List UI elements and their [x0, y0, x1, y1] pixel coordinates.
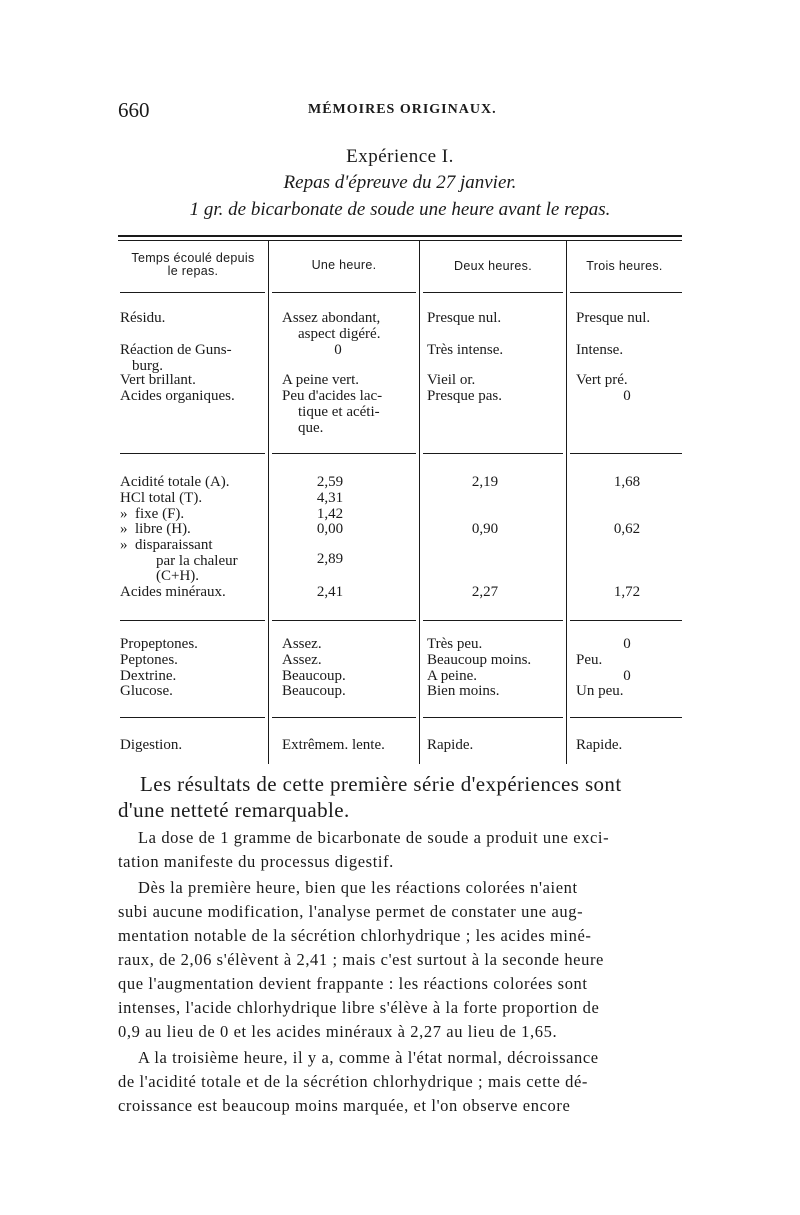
table-cell: Très intense.	[427, 342, 504, 358]
row-label: Propeptones.	[120, 636, 198, 652]
table-cell: 0	[623, 668, 631, 684]
table-cell: Rapide.	[576, 737, 623, 753]
page-number: 660	[118, 98, 150, 122]
row-label: » libre (H).	[120, 521, 191, 537]
table-cell: Assez.	[282, 652, 322, 668]
column-divider	[419, 241, 420, 764]
paragraph-line: raux, de 2,06 s'élèvent à 2,41 ; mais c'est surtout à la seconde heure	[118, 950, 604, 969]
table-cell: 0	[623, 636, 631, 652]
row-label: Dextrine.	[120, 668, 177, 684]
row-label: » fixe (F).	[120, 506, 185, 522]
row-label: Vert brillant.	[120, 372, 196, 388]
table-cell: Bien moins.	[427, 683, 500, 699]
table-cell: A peine vert.	[282, 372, 360, 388]
table-cell: Assez abondant,	[282, 310, 381, 326]
paragraph-line: tation manifeste du processus digestif.	[118, 852, 394, 871]
header-rule	[423, 292, 563, 293]
running-title: MÉMOIRES ORIGINAUX.	[308, 102, 497, 117]
group-rule	[570, 717, 682, 718]
table-cell: Extrêmem. lente.	[282, 737, 385, 753]
paragraph-line: de l'acidité totale et de la sécrétion chlorhydrique ; mais cette dé-	[118, 1072, 588, 1091]
row-label: Peptones.	[120, 652, 178, 668]
header-elapsed-time: Temps écoulé depuis le repas.	[131, 251, 255, 278]
paragraph-line: subi aucune modification, l'analyse permet de constater une aug-	[118, 902, 584, 921]
row-label: Glucose.	[120, 683, 173, 699]
table-cell: 2,59	[316, 474, 344, 490]
table-top-rule	[118, 235, 682, 237]
paragraph-line: Dès la première heure, bien que les réactions colorées n'aient	[138, 878, 578, 897]
table-cell: Beaucoup.	[282, 668, 346, 684]
table-cell: Peu.	[576, 652, 603, 668]
group-rule	[120, 453, 265, 454]
table-cell: Rapide.	[427, 737, 474, 753]
table-cell: 4,31	[316, 490, 344, 506]
group-rule	[272, 717, 416, 718]
table-cell: Peu d'acides lac-	[282, 388, 383, 404]
table-cell: Beaucoup moins.	[427, 652, 532, 668]
table-cell: 2,41	[316, 584, 344, 600]
table-cell: Presque pas.	[427, 388, 502, 404]
table-cell: Très peu.	[427, 636, 483, 652]
table-cell: Un peu.	[576, 683, 624, 699]
paragraph-line: 0,9 au lieu de 0 et les acides minéraux à 2,27 au lieu de 1,65.	[118, 1022, 558, 1041]
header-one-hour: Une heure.	[311, 258, 377, 272]
table-cell: 2,89	[316, 551, 344, 567]
table-cell: 0,00	[316, 521, 344, 537]
header-two-hours: Deux heures.	[454, 259, 532, 273]
table-cell: tique et acéti-	[298, 404, 380, 420]
group-rule	[423, 620, 563, 621]
row-label: HCl total (T).	[120, 490, 203, 506]
paragraph-line: intenses, l'acide chlorhydrique libre s'élève à la forte proportion de	[118, 998, 600, 1017]
experiment-title: Expérience I.	[346, 146, 454, 167]
header-rule	[272, 292, 416, 293]
table-cell: que.	[298, 420, 324, 436]
column-divider	[268, 241, 269, 764]
row-label: par la chaleur	[156, 553, 238, 569]
column-divider	[566, 241, 567, 764]
experiment-condition: 1 gr. de bicarbonate de soude une heure avant le repas.	[189, 199, 611, 220]
row-label: Résidu.	[120, 310, 166, 326]
paragraph-line: Les résultats de cette première série d'expériences sont	[140, 772, 622, 796]
table-cell: 0,90	[471, 521, 499, 537]
group-rule	[272, 453, 416, 454]
table-cell: 1,42	[316, 506, 344, 522]
row-label: Digestion.	[120, 737, 183, 753]
table-cell: Beaucoup.	[282, 683, 346, 699]
paragraph-line: A la troisième heure, il y a, comme à l'état normal, décroissance	[138, 1048, 599, 1067]
table-cell: Vieil or.	[427, 372, 476, 388]
row-label: Acides minéraux.	[120, 584, 226, 600]
group-rule	[423, 453, 563, 454]
group-rule	[570, 453, 682, 454]
table-cell: 2,27	[471, 584, 499, 600]
header-three-hours: Trois heures.	[586, 259, 663, 273]
table-top-rule-2	[118, 240, 682, 241]
row-label: Acidité totale (A).	[120, 474, 230, 490]
group-rule	[120, 717, 265, 718]
row-label: burg.	[132, 358, 163, 374]
paragraph-line: mentation notable de la sécrétion chlorhydrique ; les acides miné-	[118, 926, 592, 945]
table-cell: Presque nul.	[576, 310, 651, 326]
table-cell: Intense.	[576, 342, 624, 358]
paragraph-line: que l'augmentation devient frappante : les réactions colorées sont	[118, 974, 588, 993]
table-cell: 1,72	[613, 584, 641, 600]
table-cell: 0,62	[613, 521, 641, 537]
header-rule	[120, 292, 265, 293]
row-label: » disparaissant	[120, 537, 213, 553]
group-rule	[272, 620, 416, 621]
paragraph-line: croissance est beaucoup moins marquée, et l'on observe encore	[118, 1096, 571, 1115]
row-label: Acides organiques.	[120, 388, 235, 404]
table-cell: aspect digéré.	[298, 326, 381, 342]
header-rule	[570, 292, 682, 293]
experiment-subtitle: Repas d'épreuve du 27 janvier.	[283, 172, 517, 193]
table-cell: 0	[623, 388, 631, 404]
paragraph-line: d'une netteté remarquable.	[118, 798, 350, 822]
row-label: (C+H).	[156, 568, 200, 584]
group-rule	[423, 717, 563, 718]
table-cell: Vert pré.	[576, 372, 628, 388]
group-rule	[570, 620, 682, 621]
table-cell: 2,19	[471, 474, 499, 490]
paragraph-line: La dose de 1 gramme de bicarbonate de soude a produit une exci-	[138, 828, 610, 847]
table-cell: 1,68	[613, 474, 641, 490]
group-rule	[120, 620, 265, 621]
table-cell: 0	[334, 342, 342, 358]
row-label: Réaction de Guns-	[120, 342, 232, 358]
table-cell: Presque nul.	[427, 310, 502, 326]
table-cell: A peine.	[427, 668, 477, 684]
table-cell: Assez.	[282, 636, 322, 652]
